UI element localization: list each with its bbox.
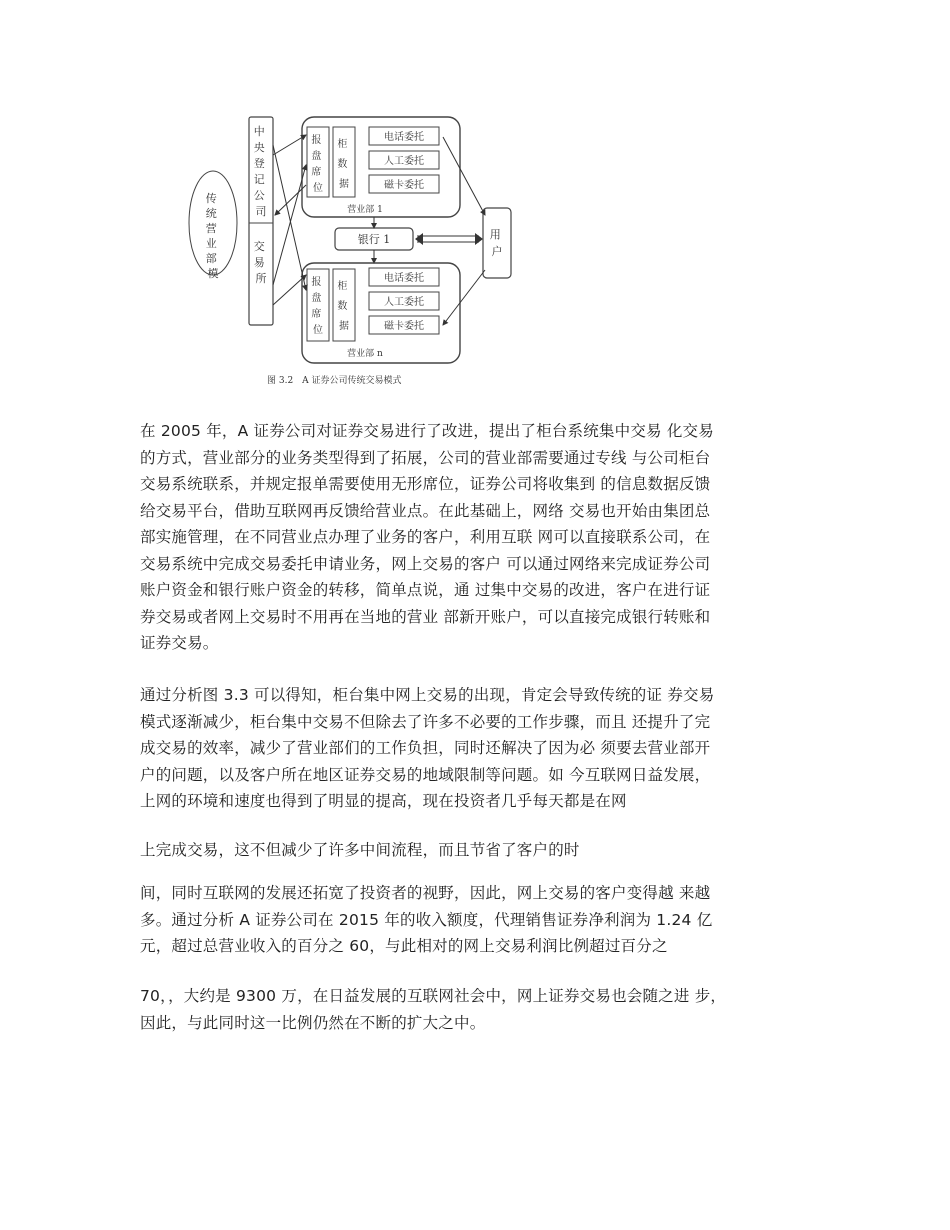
- dept1-channel-card: 磁卡委托: [384, 180, 424, 191]
- user-box: [483, 208, 511, 278]
- dept1-name: 营业部 1: [347, 205, 383, 215]
- dept1-db: 柜 数 据: [337, 139, 349, 190]
- bank-label: 银行 1: [357, 233, 391, 246]
- dept1-channel-phone: 电话委托: [384, 132, 424, 143]
- trading-mode-diagram: [185, 105, 525, 395]
- dept1-seat: 报 盘 席 位: [311, 135, 323, 194]
- deptn-db: 柜 数 据: [337, 281, 349, 332]
- csdc-label: 中 央 登 记 公 司: [253, 125, 267, 218]
- paragraph-2: 通过分析图 3.3 可以得知，柜台集中网上交易的出现，肯定会导致传统的证 券交易 模式逐渐减少，柜台集中交易不但除去了许多不必要的工作步骤，而且 还提升了完 成交易的效率，减少了营业部们的工作负担，同时还解决了因为必 须要去营业部开 户的问题，以及客户所在地区证券交易的地域限制等问题。如 今互联网日益发展， 上网的环境和速度也得到了明显的提高，现在投资者几乎每天都是在网: [140, 686, 715, 810]
- paragraph-5: 70，，大约是 9300 万，在日益发展的互联网社会中，网上证券交易也会随之进 步， 因此，与此同时这一比例仍然在不断的扩大之中。: [140, 987, 727, 1032]
- dept1-box: [302, 117, 460, 217]
- deptn-channel-manual: 人工委托: [384, 297, 424, 308]
- deptn-seat: 报 盘 席 位: [311, 277, 323, 336]
- dept1-channel-manual: 人工委托: [384, 156, 424, 167]
- diagram-canvas: [185, 105, 525, 395]
- deptn-box: [302, 263, 460, 363]
- traditional-mode-label: 传 统 营 业 部 模: [205, 192, 219, 280]
- deptn-name: 营业部 n: [347, 349, 383, 359]
- paragraph-3: 上完成交易，这不但减少了许多中间流程，而且节省了客户的时: [140, 841, 580, 859]
- deptn-channel-card: 磁卡委托: [384, 321, 424, 332]
- exchange-label: 交 易 所: [253, 240, 267, 285]
- figure-caption: 图 3.2 A 证券公司传统交易模式: [267, 376, 402, 386]
- paragraph-1: 在 2005 年，A 证券公司对证券交易进行了改进，提出了柜台系统集中交易 化交易 的方式，营业部分的业务类型得到了拓展，公司的营业部需要通过专线 与公司柜台 交易系统联系，并规定报单需要使用无形席位，证券公司将收集到 的信息数据反馈 给交易平台，借助互联网再反馈给营业点。在此基础上，网络 交易也开始由集团总 部实施管理，在不同营业点办理了业务的客户，利用互联 网可以直接联系公司，在 交易系统中完成交易委托申请业务，网上交易的客户 可以通过网络来完成证券公司 账户资金和银行账户资金的转移，简单点说，通 过集中交易的改进，客户在进行证 券交易或者网上交易时不用再在当地的营业 部新开账户，可以直接完成银行转账和 证券交易。: [140, 422, 714, 652]
- deptn-channel-phone: 电话委托: [384, 273, 424, 284]
- paragraph-4: 间，同时互联网的发展还拓宽了投资者的视野，因此，网上交易的客户变得越 来越 多。通过分析 A 证券公司在 2015 年的收入额度，代理销售证券净利润为 1.24 亿 元，超过总营业收入的百分之 60，与此相对的网上交易利润比例超过百分之: [140, 884, 713, 955]
- user-label: 用 户: [489, 228, 503, 258]
